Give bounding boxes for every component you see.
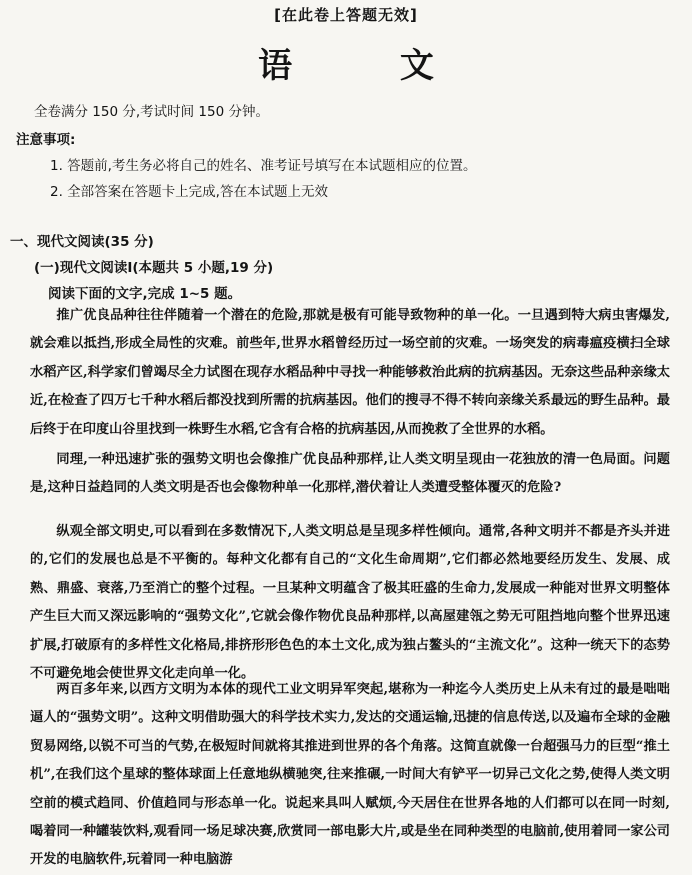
section-subheading: (一)现代文阅读Ⅰ(本题共 5 小题,19 分)	[34, 260, 274, 276]
note-item: 2. 全部答案在答题卡上完成,答在本试题上无效	[50, 184, 328, 200]
passage-paragraph: 纵观全部文明史,可以看到在多数情况下,人类文明总是呈现多样性倾向。通常,各种文明并不都是齐头并进的,它们的发展也总是不平衡的。每种文化都有自己的“文化生命周期”,它们都必然地要经历发生、发展、成熟、鼎盛、衰落,乃至消亡的整个过程。一旦某种文明蕴含了极其旺盛的生命力,发展成一种能对世界文明整体产生巨大而又深远影响的“强势文化”,它就会像作物优良品种那样,以高屋建瓴之势无可阻挡地向整个世界迅速扩展,打破原有的多样性文化格局,排挤形形色色的本土文化,成为独占鳌头的“主流文化”。这种一统天下的态势不可避免地会使世界文化走向单一化。	[30, 524, 670, 682]
score-time-line: 全卷满分 150 分,考试时间 150 分钟。	[34, 104, 269, 120]
passage-paragraph: 推广优良品种往往伴随着一个潜在的危险,那就是极有可能导致物种的单一化。一旦遇到特大病虫害爆发,就会难以抵挡,形成全局性的灾难。前些年,世界水稻曾经历过一场空前的灾难。一场突发的病毒瘟疫横扫全球水稻产区,科学家们曾竭尽全力试图在现存水稻品种中寻找一种能够救治此病的抗病基因。无奈这些品种亲缘太近,在检查了四万七千种水稻后都没找到所需的抗病基因。他们的搜寻不得不转向亲缘关系最远的野生品种。最后终于在印度山谷里找到一株野生水稻,它含有合格的抗病基因,从而挽救了全世界的水稻。	[30, 308, 670, 437]
page-title: 语 文	[258, 46, 482, 86]
note-item: 1. 答题前,考生务必将自己的姓名、准考证号填写在本试题相应的位置。	[50, 158, 477, 174]
section-heading: 一、现代文阅读(35 分)	[10, 234, 154, 250]
reading-instruction: 阅读下面的文字,完成 1~5 题。	[48, 286, 242, 302]
notes-heading: 注意事项:	[16, 132, 76, 148]
passage-paragraph: 同理,一种迅速扩张的强势文明也会像推广优良品种那样,让人类文明呈现由一花独放的清一色局面。问题是,这种日益趋同的人类文明是否也会像物种单一化那样,潜伏着让人类遭受整体覆灭的危险?	[30, 452, 670, 496]
answer-warning-banner: [在此卷上答题无效]	[274, 6, 418, 24]
passage-paragraph: 两百多年来,以西方文明为本体的现代工业文明异军突起,堪称为一种迄今人类历史上从未有过的最是咄咄逼人的“强势文明”。这种文明借助强大的科学技术实力,发达的交通运输,迅捷的信息传送,以及遍布全球的金融贸易网络,以锐不可当的气势,在极短时间就将其推进到世界的各个角落。这简直就像一台超强马力的巨型“推土机”,在我们这个星球的整体球面上任意地纵横驰突,往来推碾,一时间大有铲平一切异己文化之势,使得人类文明空前的模式趋同、价值趋同与形态单一化。说起来具叫人赋烦,今天居住在世界各地的人们都可以在同一时刻,喝着同一种罐装饮料,观看同一场足球决赛,欣赏同一部电影大片,或是坐在同种类型的电脑前,使用着同一家公司开发的电脑软件,玩着同一种电脑游	[30, 682, 670, 868]
